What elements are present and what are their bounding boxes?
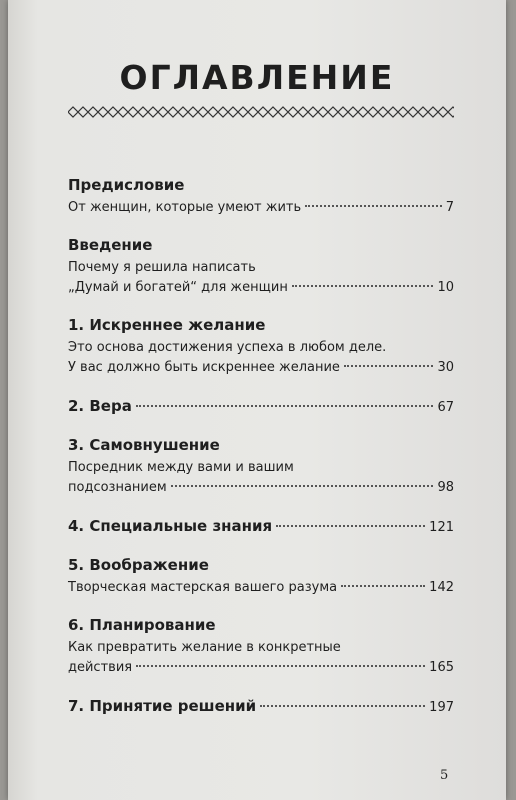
toc-line bbox=[68, 458, 454, 478]
dot-leader bbox=[292, 285, 434, 287]
toc-heading: 4. Специальные знания bbox=[68, 517, 273, 535]
toc-heading: Введение bbox=[68, 236, 153, 254]
toc-line bbox=[68, 396, 454, 418]
toc-entry[interactable] bbox=[68, 436, 454, 498]
toc-line-text: От женщин, которые умеют жить bbox=[68, 200, 302, 215]
toc-page-number: 121 bbox=[429, 520, 454, 535]
toc-page-number: 30 bbox=[437, 360, 454, 375]
toc-line bbox=[68, 638, 454, 658]
toc-line-text: Это основа достижения успеха в любом деле. bbox=[68, 340, 387, 355]
dot-leader bbox=[136, 405, 434, 407]
toc-page-number: 98 bbox=[437, 480, 454, 495]
dot-leader bbox=[171, 485, 434, 487]
toc-entry[interactable] bbox=[68, 316, 454, 378]
folio-page-number: 5 bbox=[440, 768, 449, 783]
dot-leader bbox=[341, 585, 425, 587]
toc-line-text: Почему я решила написать bbox=[68, 260, 256, 275]
toc-line bbox=[68, 338, 454, 358]
toc-line-text: Творческая мастерская вашего разума bbox=[68, 580, 338, 595]
toc-entry[interactable] bbox=[68, 176, 454, 218]
toc-page-number: 197 bbox=[429, 700, 454, 715]
toc-line bbox=[68, 278, 454, 298]
toc-entry[interactable] bbox=[68, 616, 454, 678]
toc-heading: 2. Вера bbox=[68, 397, 132, 415]
toc-entry[interactable] bbox=[68, 556, 454, 598]
book-page bbox=[8, 0, 506, 800]
toc-page-number: 165 bbox=[429, 660, 454, 675]
toc-heading: 6. Планирование bbox=[68, 616, 216, 634]
toc-heading: 5. Воображение bbox=[68, 556, 209, 574]
toc-heading: Предисловие bbox=[68, 176, 185, 194]
toc-entry[interactable] bbox=[68, 516, 454, 538]
toc-heading: 1. Искреннее желание bbox=[68, 316, 266, 334]
toc-line bbox=[68, 516, 454, 538]
toc-line bbox=[68, 258, 454, 278]
table-of-contents bbox=[68, 176, 454, 736]
toc-line-text: „Думай и богатей“ для женщин bbox=[68, 280, 288, 295]
toc-page-number: 7 bbox=[445, 200, 454, 215]
toc-line-text: действия bbox=[68, 660, 133, 675]
toc-entry[interactable] bbox=[68, 236, 454, 298]
toc-line-text: У вас должно быть искреннее желание bbox=[68, 360, 340, 375]
toc-heading: 7. Принятие решений bbox=[68, 697, 257, 715]
dot-leader bbox=[136, 665, 425, 667]
toc-entry[interactable] bbox=[68, 696, 454, 718]
dot-leader bbox=[305, 205, 442, 207]
dot-leader bbox=[260, 705, 425, 707]
toc-page-number: 10 bbox=[437, 280, 454, 295]
toc-line bbox=[68, 578, 454, 598]
toc-entry[interactable] bbox=[68, 396, 454, 418]
toc-line bbox=[68, 198, 454, 218]
toc-line-text: Посредник между вами и вашим bbox=[68, 460, 294, 475]
toc-line bbox=[68, 478, 454, 498]
dot-leader bbox=[344, 365, 434, 367]
toc-line-text: Как превратить желание в конкретные bbox=[68, 640, 341, 655]
dot-leader bbox=[276, 525, 425, 527]
toc-line bbox=[68, 658, 454, 678]
toc-heading: 3. Самовнушение bbox=[68, 436, 220, 454]
toc-page-number: 67 bbox=[437, 400, 454, 415]
page-title: ОГЛАВЛЕНИЕ bbox=[119, 58, 395, 97]
ornament-divider bbox=[68, 105, 454, 119]
toc-page-number: 142 bbox=[429, 580, 454, 595]
toc-line bbox=[68, 358, 454, 378]
toc-line-text: подсознанием bbox=[68, 480, 167, 495]
toc-line bbox=[68, 696, 454, 718]
